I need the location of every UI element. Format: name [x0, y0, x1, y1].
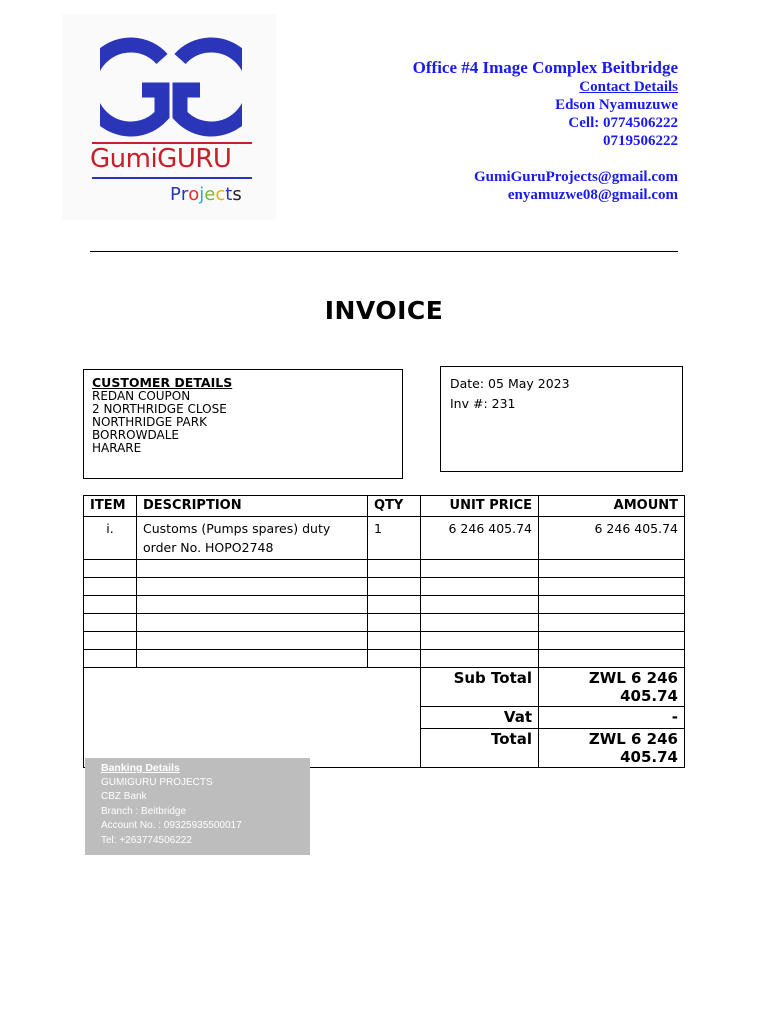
- logo-letter: s: [232, 184, 242, 205]
- logo-letter: c: [215, 184, 226, 205]
- header-unit-price: UNIT PRICE: [421, 496, 539, 517]
- cell-item: i.: [84, 517, 137, 560]
- contact-details-heading: Contact Details: [579, 79, 678, 95]
- banking-line: Tel: +263774506222: [101, 834, 192, 846]
- banking-details-heading: Banking Details: [101, 762, 180, 774]
- contact-email-1[interactable]: GumiGuruProjects@gmail.com: [473, 169, 678, 185]
- customer-line: 2 NORTHRIDGE CLOSE: [92, 402, 227, 416]
- customer-line: HARARE: [92, 441, 142, 455]
- logo-divider-blue: [92, 177, 252, 179]
- logo-letter: P: [170, 184, 181, 205]
- total-label: Total: [421, 729, 539, 768]
- vat-value: -: [539, 707, 685, 729]
- contact-email-2[interactable]: enyamuzwe08@gmail.com: [507, 187, 678, 203]
- gg-logo-icon: [100, 34, 242, 140]
- customer-line: NORTHRIDGE PARK: [92, 415, 207, 429]
- invoice-date-box: [440, 366, 683, 472]
- invoice-date: Date: 05 May 2023: [450, 376, 570, 391]
- table-row-empty: [84, 650, 685, 668]
- contact-cell: Cell: 0774506222: [568, 115, 678, 131]
- customer-line: BORROWDALE: [92, 428, 179, 442]
- header-qty: QTY: [368, 496, 421, 517]
- banking-line: Account No. : 09325935500017: [101, 820, 242, 831]
- subtotal-row: [84, 668, 685, 707]
- cell-description: Customs (Pumps spares) duty order No. HOPO2748: [137, 517, 368, 560]
- banking-line: GUMIGURU PROJECTS: [101, 776, 213, 788]
- banking-line: CBZ Bank: [101, 791, 147, 802]
- contact-cell-2: 0719506222: [603, 133, 678, 149]
- cell-qty: 1: [368, 517, 421, 560]
- subtotal-value: ZWL 6 246 405.74: [539, 668, 685, 707]
- logo-letter: t: [225, 184, 233, 205]
- logo-letter: e: [204, 184, 216, 205]
- table-row-empty: [84, 560, 685, 578]
- contact-person: Edson Nyamuzuwe: [555, 97, 678, 113]
- customer-details-box: [83, 369, 403, 479]
- logo-letter: o: [188, 184, 200, 205]
- logo-projects-text: [170, 184, 242, 205]
- invoice-number: Inv #: 231: [450, 396, 516, 411]
- header-item: ITEM: [84, 496, 137, 517]
- table-row-empty: [84, 614, 685, 632]
- contact-block: [413, 58, 678, 204]
- invoice-items-table: [83, 495, 685, 768]
- table-row-empty: [84, 578, 685, 596]
- office-address: Office #4 Image Complex Beitbridge: [412, 58, 678, 77]
- table-row: [84, 517, 685, 560]
- banking-details-box: [85, 758, 310, 855]
- table-row-empty: [84, 632, 685, 650]
- customer-line: REDAN COUPON: [92, 389, 191, 403]
- invoice-title: INVOICE: [324, 296, 444, 325]
- cell-amount: 6 246 405.74: [539, 517, 685, 560]
- header-description: DESCRIPTION: [137, 496, 368, 517]
- subtotal-label: Sub Total: [421, 668, 539, 707]
- total-value: ZWL 6 246 405.74: [539, 729, 685, 768]
- table-row-empty: [84, 596, 685, 614]
- vat-label: Vat: [421, 707, 539, 729]
- logo-wordmark: GumiGURU: [90, 144, 232, 174]
- header-amount: AMOUNT: [539, 496, 685, 517]
- logo-letter: j: [199, 184, 205, 205]
- header-rule: [90, 251, 678, 252]
- table-header-row: [84, 496, 685, 517]
- cell-unit-price: 6 246 405.74: [421, 517, 539, 560]
- banking-line: Branch : Beitbridge: [101, 805, 187, 817]
- logo-letter: r: [180, 184, 189, 205]
- customer-details-heading: CUSTOMER DETAILS: [92, 375, 233, 390]
